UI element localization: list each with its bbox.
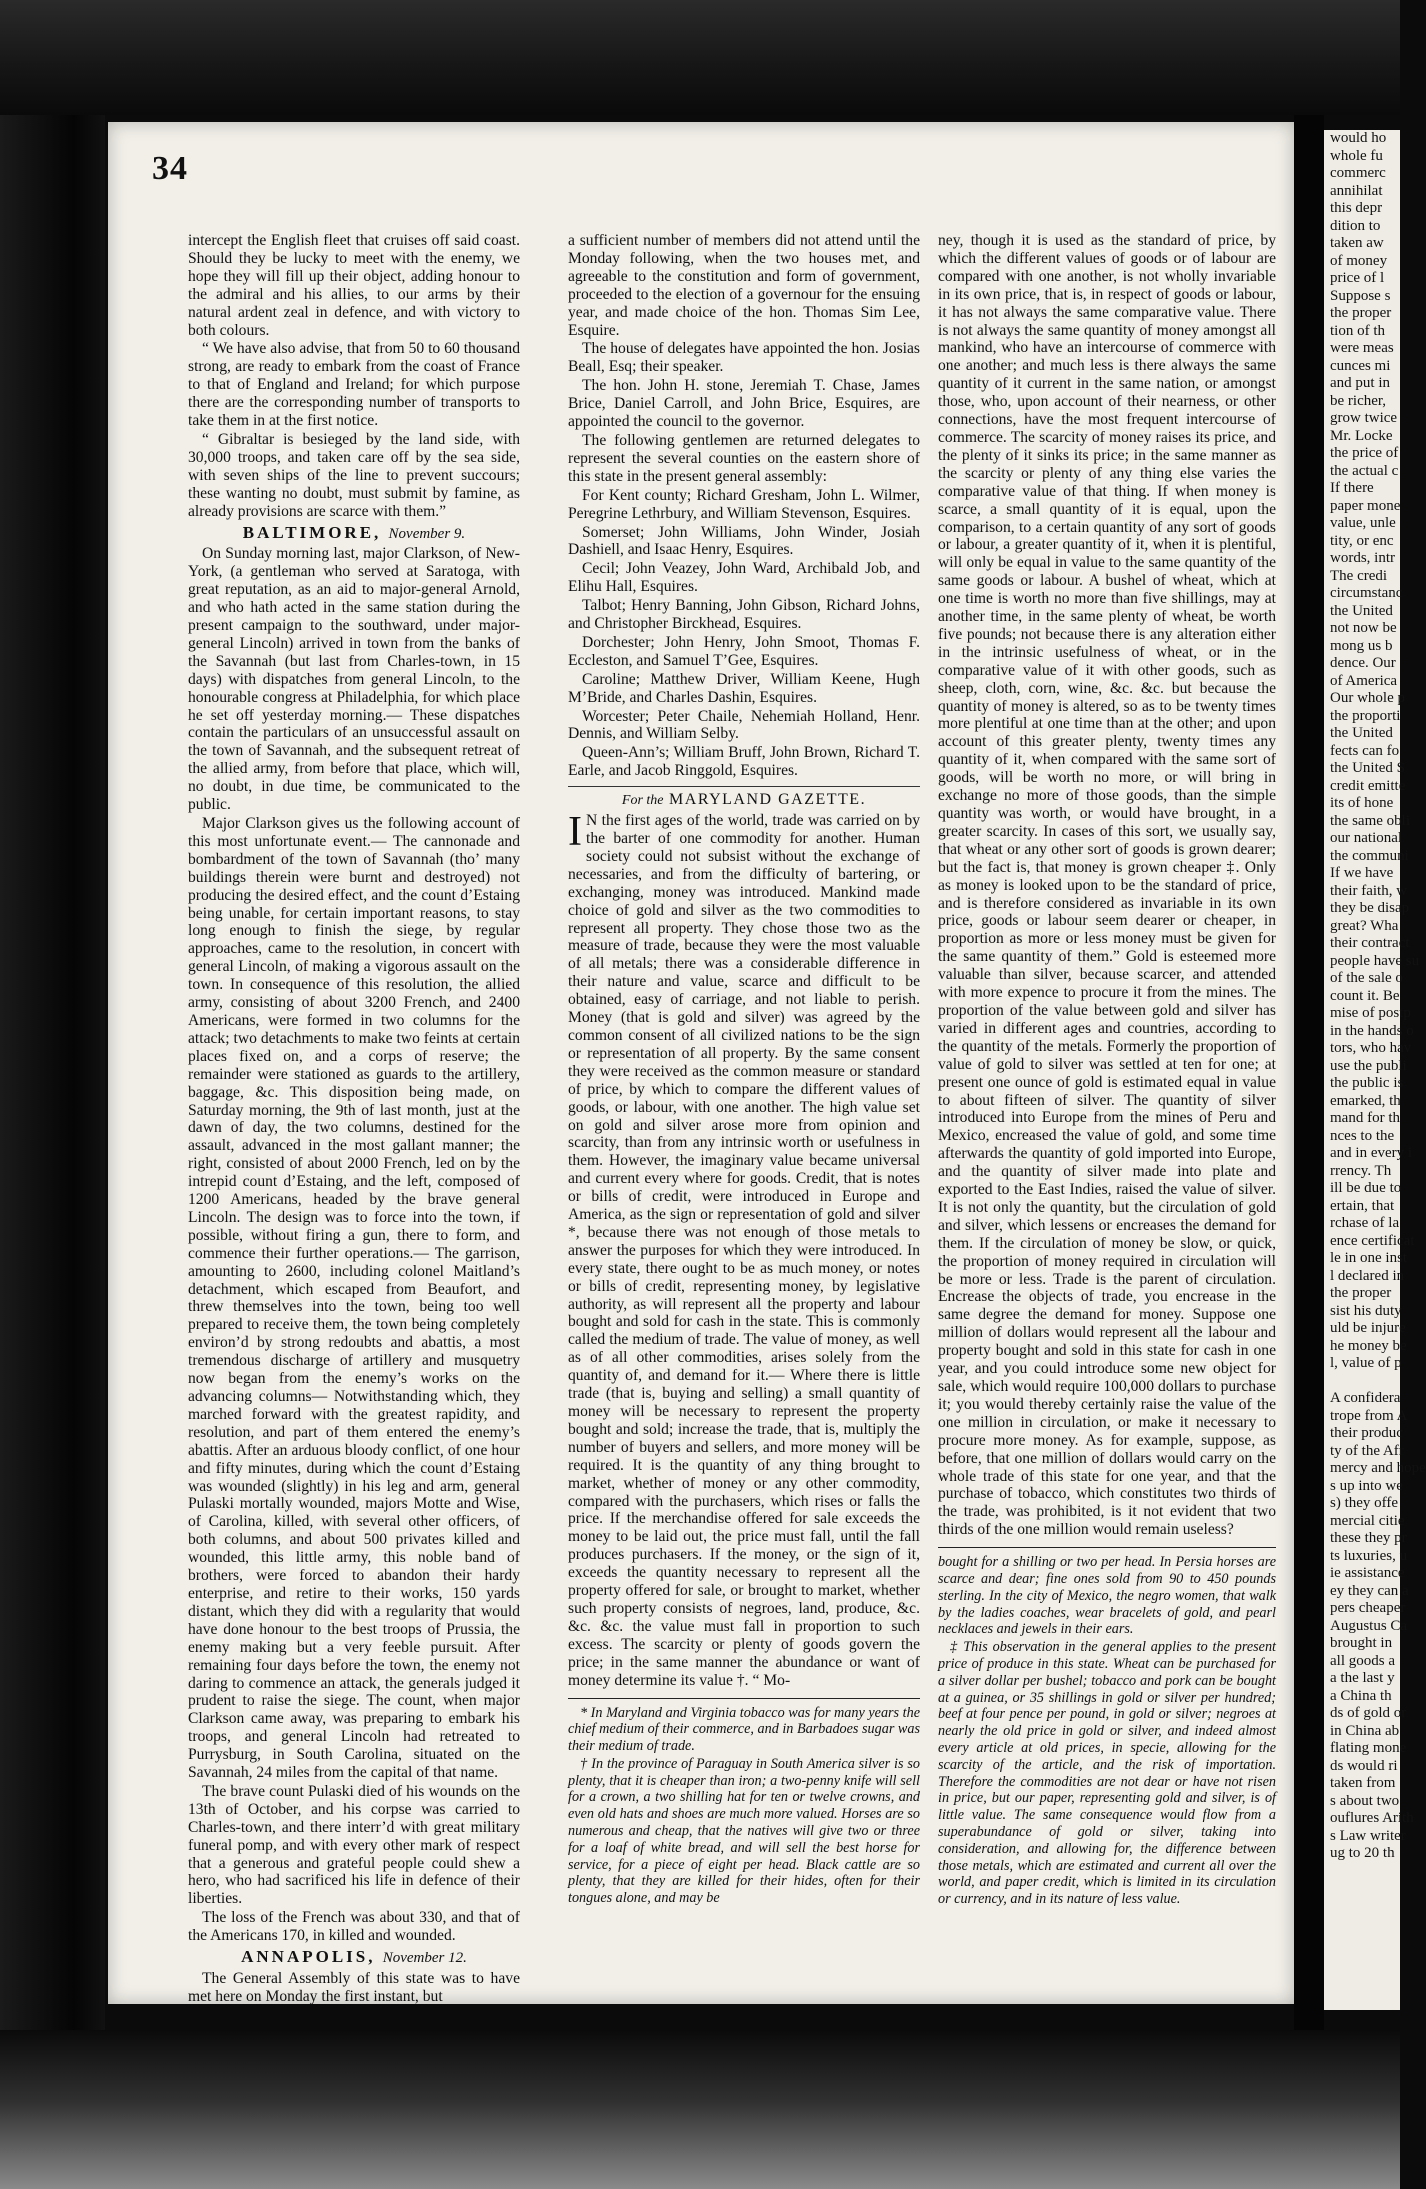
paragraph: ney, though it is used as the standard of price, by which the different values of goods or of labour are compared with one another, is not wholly invariable in its own price, that is, in respect of goods or labour, it has not always the same comparative value. There is not always the same quantity of money amongst all mankind, who have an intercourse of commerce with one another; and much less is there always the same quantity of it current in the same nation, or amongst those, who, upon account of their nearness, or other connections, have the most frequent intercourse of commerce. The scarcity of money raises its price, and the plenty of it sinks its price; in the same manner as the scarcity or plenty of any thing else varies the comparative value of that thing. If when money is scarce, a small quantity of it is equal, upon the comparison, to a certain quantity of any sort of goods or labour, a greater quantity of it, when it is plentiful, will only be equal in value to the same quantity of the same goods or labour. A bushel of wheat, which at one time is worth no more than five shillings, may at another time, in the same plenty of wheat, be worth five pounds; not because there is any alteration either in the intrinsic usefulness of wheat, or in the comparative value of it with other goods, such as sheep, cloth, corn, wine, &c. &c. but because the quantity of money is altered, so as to be twenty times more plentiful at one time than at the other; and upon account of this greater plenty, twenty times any quantity of it, when compared with the same sort of goods, will be worth no more, or will bring in exchange no more of those goods, than the simple quantity was worth, or would have brought, in a greater scarcity. In cases of this sort, we usually say, that wheat or any other sort of goods is grown dearer; but the fact is, that money is grown cheaper ‡. Only as money is looked upon to be the standard of price, and is therefore considered as invariable in its own price, goods or labour seem dearer or cheaper, in proportion as more or less money must be given for the same quantity of them.” Gold is esteemed more valuable than silver, because scarcer, and attended with more expence to procure it from the mines. The proportion of the value between gold and silver has varied in different ages and countries, according to the quantity of the metals. Formerly the proportion of value of gold to silver was settled at ten for one; at present one ounce of gold is estimated equal in value to about fifteen of silver. The quantity of silver introduced into Europe from the mines of Peru and Mexico, encreased the value of gold, and some time afterwards the quantity of gold imported into Europe, and the quantity of silver made into plate and exported to the East Indies, raised the value of silver. It is not only the quantity, but the circulation of gold and silver, which lessens or encreases the demand for them. If the circulation of money be slow, or quick, the proportion of money required in circulation will be more or less. Trade is the parent of circulation. Encrease the objects of trade, you encrease in the same degree the demand for money. Suppose one million of dollars would represent all the labour and property bought and sold in this state for cash in one year, and you could introduce some new object for sale, which would require 100,000 dollars to purchase it; you would thereby certainly raise the value of the one million in circulation, or make it necessary to procure more money. As for example, suppose, as before, that one million of dollars would carry on the whole trade of this state for one year, and that the purchase of tobacco, which constitutes two thirds of the trade, was prohibited, is it not evident that two thirds of the one million would remain useless?: [938, 232, 1276, 1539]
footnote: ‡ This observation in the general applies to the present price of produce in this state. Wheat can be purchased for a silver dollar per bushel; tobacco and pork can be bought at a guinea, or 35 shillings in gold or silver per hundred; beef at four pence per pound, in gold or silver; negroes at nearly the old price in gold or silver, and indeed almost every article at old prices, in specie, allowing for the scarcity of the article, and the risk of importation. Therefore the commodities are not dear or have not risen in price, but our paper, representing gold and silver, is of little value. The same consequence would flow from a superabundance of gold or silver, taking into consideration, and allowing for, the difference between those metals, which are estimated and current all over the world, and paper credit, which is limited in its circulation or currency, and in its nature of less value.: [938, 1639, 1276, 1908]
next-page-line: the price of: [1330, 445, 1399, 461]
next-page-line: its of hone: [1330, 795, 1394, 811]
column-2: [568, 232, 920, 1908]
next-page-line: le in one inst: [1330, 1250, 1408, 1266]
dateline-annapolis: [188, 1948, 520, 1968]
next-page-line: they be disap: [1330, 900, 1410, 916]
dateline-place: BALTIMORE,: [242, 522, 382, 542]
next-page-line: cunces mi: [1330, 357, 1391, 374]
book-gutter: [1294, 115, 1324, 2030]
footnote-rule: [938, 1547, 1276, 1548]
scan-border-bottom: [0, 2030, 1400, 2189]
footnote-rule: [568, 1698, 920, 1699]
column-3: [938, 232, 1276, 1909]
next-page-line: pers cheaper: [1330, 1600, 1406, 1616]
next-page-line: the communi: [1330, 847, 1409, 864]
paragraph: On Sunday morning last, major Clarkson, of New-York, (a gentleman who served at Saratoga, with great reputation, as an aid to major-general Arnold, and who hath acted in the same station during the present campaign to the southward, under major-general Lincoln) arrived in town from the banks of the Savannah (but last from Charles-town, in 15 days) with dispatches from general Lincoln, to the honourable congress at Philadelphia, for which place he set off yesterday morning.— These dispatches contain the particulars of an unsuccessful assault on the town of Savannah, and the subsequent retreat of the allied army, from before that place, which will, no doubt, in due time, be communicated to the public.: [188, 545, 520, 814]
dateline-date: November 12.: [382, 1950, 467, 1967]
next-page-line: use the publi: [1330, 1057, 1407, 1074]
next-page-line: be richer,: [1330, 392, 1387, 409]
next-page-line: the same obli: [1330, 812, 1410, 829]
paragraph: The hon. John H. stone, Jeremiah T. Chase, James Brice, Daniel Carroll, and John Brice, Esquires, are appointed the council to the governor.: [568, 377, 920, 431]
next-page-line: the proper: [1330, 1285, 1392, 1301]
next-page-line: ertain, that: [1330, 1197, 1395, 1214]
next-page-line: rchase of la: [1330, 1215, 1400, 1231]
essay-text: N the first ages of the world, trade was carried on by the barter of one commodity for another. Human society could not subsist without the exchange of necessaries, and from the difficulty of bartering, or exchanging, money was introduced. Mankind made choice of gold and silver as the two commodities to represent all property. They chose those two as the measure of trade, because they were the most valuable of all metals; there was a considerable difference in their nature and value, scarce and difficult to be obtained, easy of carriage, and not liable to perish. Money (that is gold and silver) was agreed by the common consent of all civilized nations to be the sign or representation of all property. By the same consent they were received as the common measure or standard of price, by which to compare the different values of goods, or labour, with one another. The high value set on gold and silver arose more from opinion and scarcity, than from any intrinsic worth or usefulness in them. However, the imaginary value became universal and current every where for goods. Credit, that is notes or bills of credit, were introduced in Europe and America, as the sign or representation of gold and silver *, because there was not enough of those metals to answer the purposes for which they were introduced. In every state, there ought to be as much money, or notes or bills of credit, representing money, by legislative authority, as will represent all the property and labour bought and sold for cash in the state. This is commonly called the medium of trade. The value of money, as well as of all other commodities, arises solely from the quantity of, and demand for it.— Where there is little trade (that is, buying and selling) a small quantity of money will be necessary to represent the property bought and sold; increase the trade, that is, multiply the number of buyers and sellers, and more money will be required. It is the quantity of any thing brought to market, whether of money or any other commodity, compared with the purchasers, which rises or falls the price. If the merchandise offered for sale exceeds the money to be laid out, the price must fall, until the fall produces purchasers. If the money, or the sign of it, exceeds the quantity necessary to represent all the property offered for sale, or brought to market, whether such property consists of negroes, land, produce, &c. &c. &c. the value must fall in proportion to such excess. The scarcity or plenty of goods govern the price; in the same manner the abundance or want of money determine its value †. “ Mo-: [568, 812, 920, 1689]
footnote: bought for a shilling or two per head. In Persia horses are scarce and dear; fine ones sold from 90 to 450 pounds sterling. In the city of Mexico, the negro women, that walk by the ladies coaches, wear bracelets of gold, and pearl necklaces and jewels in their ears.: [938, 1554, 1276, 1638]
paragraph: Cecil; John Veazey, John Ward, Archibald Job, and Elihu Hall, Esquires.: [568, 560, 920, 596]
next-page-line: the United S: [1330, 760, 1405, 776]
next-page-line: l declared in: [1330, 1267, 1405, 1284]
next-page-line: the United: [1330, 602, 1393, 619]
next-page-line: s) they offe: [1330, 1495, 1399, 1511]
next-page-line: their faith, w: [1330, 882, 1408, 899]
next-page-line: [1324, 1373, 1400, 1391]
paragraph: Dorchester; John Henry, John Smoot, Thomas F. Eccleston, and Samuel T’Gee, Esquires.: [568, 633, 920, 669]
dateline-date: November 9.: [388, 525, 466, 542]
essay-paragraph: [568, 809, 920, 1689]
next-page-line: tion of th: [1330, 322, 1385, 339]
next-page-line: brought in: [1330, 1635, 1393, 1651]
next-page-line: the proporti: [1330, 707, 1401, 724]
next-page-line: Augustus Ca: [1330, 1617, 1408, 1634]
paragraph: Talbot; Henry Banning, John Gibson, Richard Johns, and Christopher Birckhead, Esquires.: [568, 597, 920, 633]
paragraph: “ We have also advise, that from 50 to 60 thousand strong, are ready to embark from the coast of France to that of England and Ireland; for which purpose there are the corresponding number of transports to take them in at the first notice.: [188, 340, 520, 430]
next-page-line: rrency. Th: [1330, 1162, 1392, 1179]
scan-border-top: [0, 0, 1400, 115]
next-page-line: price of l: [1330, 270, 1385, 286]
next-page-line: ey they can a: [1330, 1582, 1409, 1599]
next-page-line: their produc: [1330, 1425, 1403, 1441]
next-page-line: flating mone: [1330, 1740, 1407, 1756]
newspaper-page: [108, 122, 1294, 2004]
next-page-line: would ho: [1330, 130, 1387, 146]
next-page-line: mercial citie: [1330, 1512, 1405, 1529]
footnotes: [938, 1554, 1276, 1908]
next-page-line: of the sale o: [1330, 970, 1403, 986]
next-page-line: grow twice: [1330, 410, 1398, 426]
next-page-line: our national: [1330, 830, 1403, 846]
next-page-line: in China ab: [1330, 1722, 1400, 1739]
next-page-line: not now be: [1330, 620, 1397, 636]
next-page-line: and in every i: [1330, 1145, 1413, 1161]
dateline-baltimore: [188, 524, 520, 544]
next-page-line: trope from A: [1330, 1407, 1408, 1424]
next-page-line: ds would ri: [1330, 1757, 1398, 1774]
next-page-line: uld be injure: [1330, 1320, 1406, 1336]
next-page-line: taken from: [1330, 1775, 1396, 1791]
next-page-line: people have su: [1330, 952, 1420, 969]
next-page-line: paper mone: [1330, 497, 1401, 514]
next-page-line: nces to the: [1330, 1127, 1395, 1144]
next-page-line: emarked, th: [1330, 1092, 1401, 1109]
next-page-line: If there: [1330, 480, 1374, 496]
next-page-line: s about two: [1330, 1792, 1400, 1809]
next-page-line: mercy and hope: [1330, 1460, 1426, 1476]
next-page-line: of money: [1330, 252, 1388, 269]
section-heading: [568, 786, 920, 810]
next-page-line: the proper: [1330, 305, 1392, 321]
next-page-line: the public is: [1330, 1075, 1404, 1091]
next-page-line: a China th: [1330, 1687, 1392, 1704]
dateline-place: ANNAPOLIS,: [241, 1947, 376, 1967]
next-page-line: s Law writer: [1330, 1827, 1406, 1844]
next-page-line: Mr. Locke: [1330, 427, 1393, 444]
paragraph: “ Gibraltar is besieged by the land side, with 30,000 troops, and taken care off by the sea side, with seven ships of the line to prevent succours; these wanting no doubt, must submit by famine, as already provisions are scarce with them.”: [188, 430, 520, 520]
next-page-line: Suppose s: [1330, 287, 1391, 304]
next-page-line: ie assistance: [1330, 1565, 1405, 1581]
next-page-line: ence certificat: [1330, 1232, 1415, 1249]
next-page-line: ouflures Arith: [1330, 1810, 1414, 1826]
next-page-line: ts luxuries, u: [1330, 1547, 1408, 1564]
next-page-line: count it. Be: [1330, 987, 1400, 1004]
next-page-edge: [1324, 130, 1426, 2010]
next-page-line: The credi: [1330, 567, 1388, 584]
paragraph: Caroline; Matthew Driver, William Keene, Hugh M’Bride, and Charles Dashin, Esquires.: [568, 670, 920, 706]
scan-border-left: [0, 115, 105, 2030]
paragraph: The following gentlemen are returned delegates to represent the several counties on the eastern shore of this state in the present general assembly:: [568, 431, 920, 485]
paragraph: a sufficient number of members did not attend until the Monday following, when the two houses met, and agreeable to the constitution and form of government, proceeded to the election of a governour for the ensuing year, and made choice of the hon. Thomas Sim Lee, Esquire.: [568, 232, 920, 339]
paragraph: Major Clarkson gives us the following account of this most unfortunate event.— The cannonade and bombardment of the town of Savannah (tho’ many buildings therein were burnt and destroyed) not producing the desired effect, and the count d’Estaing being unable, for certain important reasons, to stay long enough to finish the siege, by regular approaches, came to the resolution, in concert with general Lincoln, of making a vigorous assault on the town. In consequence of this resolution, the allied army, consisting of about 3200 French, and 2400 Americans, were formed in two columns for the attack; two detachments to make two feints at certain places fixed on, and a corps of reserve; the remainder were stationed as guards to the artillery, baggage, &c. This disposition being made, on Saturday morning, the 9th of last month, just at the dawn of day, the two columns, destined for the assault, advanced in the most gallant manner; the right, consisted of about 2000 French, led on by the intrepid count d’Estaing, and the left, composed of 1200 Americans, headed by the brave general Lincoln. The design was to force into the town, if possible, without firing a gun, there to form, and commence their further operations.— The garrison, amounting to 2600, including colonel Maitland’s detachment, which escaped from Beaufort, and threw themselves into the town, being too well prepared to receive them, the town being completely environ’d by strong redoubts and abattis, a most tremendous discharge of artillery and musquetry now began from the enemy’s works on the advancing columns— Notwithstanding which, they marched forward with the greatest rapidity, and resolution, and part of them entered the enemy’s abattis. After an arduous bloody conflict, of one hour and fifty minutes, during which the count d’Estaing was wounded (slightly) in his leg and arm, general Pulaski mortally wounded, majors Motte and Wise, of Carolina, killed, with several other officers, of both columns, and about 500 privates killed and wounded, this little army, this noble band of brothers, were forced to abandon their hardy enterprise, and retire to their works, 150 yards distant, which they did with a regularity that would have done honour to the best troops of Prussia, the enemy making but a very feeble pursuit. After remaining four days before the town, the enemy not daring to commence an attack, the generals judged it prudent to raise the siege. The count, when major Clarkson came away, was preparing to embark his troops, and general Lincoln had retreated to Purrysburg, in South Carolina, situated on the Savannah, 24 miles from the capital of that name.: [188, 815, 520, 1782]
next-page-line: great? Wha: [1330, 917, 1399, 934]
heading-prefix: For the: [621, 793, 664, 809]
footnotes: [568, 1705, 920, 1908]
next-page-line: a the last y: [1330, 1670, 1395, 1686]
next-page-line: circumstanc: [1330, 585, 1403, 601]
next-page-line: Our whole p: [1330, 690, 1405, 706]
next-page-line: If we have: [1330, 865, 1394, 881]
next-page-line: credit emitte: [1330, 777, 1406, 794]
next-page-line: l, value of p: [1330, 1355, 1402, 1371]
next-page-line: ty of the Afr: [1330, 1442, 1404, 1459]
next-page-line: annihilat: [1330, 182, 1383, 199]
next-page-line: were meas: [1330, 340, 1394, 356]
paragraph: The loss of the French was about 330, and that of the Americans 170, in killed and wounded.: [188, 1909, 520, 1945]
next-page-line: mand for th: [1330, 1110, 1400, 1126]
next-page-line: dence. Our: [1330, 655, 1396, 671]
next-page-line: this depr: [1330, 200, 1383, 216]
next-page-line: value, unle: [1330, 515, 1396, 531]
next-page-line: and put in: [1330, 375, 1390, 391]
paragraph: The General Assembly of this state was to have met here on Monday the first instant, but: [188, 1970, 520, 2005]
next-page-line: ill be due to: [1330, 1180, 1402, 1196]
next-page-line: mong us b: [1330, 637, 1393, 654]
next-page-line: the actual c: [1330, 462, 1399, 479]
next-page-line: of America: [1330, 672, 1398, 689]
paragraph: Worcester; Peter Chaile, Nehemiah Holland, Henr. Dennis, and William Selby.: [568, 707, 920, 743]
next-page-line: ds of gold or: [1330, 1705, 1407, 1721]
paragraph: Queen-Ann’s; William Bruff, John Brown, Richard T. Earle, and Jacob Ringgold, Esquires.: [568, 744, 920, 780]
next-page-line: dition to: [1330, 217, 1381, 234]
paragraph: The brave count Pulaski died of his wounds on the 13th of October, and his corpse was carried to Charles-town, and there interr’d with great military funeral pomp, and with every other mark of respect that a generous and grateful people could shew a hero, who had sacrificed his life in defence of their liberties.: [188, 1782, 520, 1908]
footnote: † In the province of Paraguay in South America silver is so plenty, that it is cheaper than iron; a two-penny knife will sell for a crown, a two shilling hat for ten or twelve crowns, and even old hats and shoes are much more valued. Horses are so numerous and cheap, that the natives will give two or three for a loaf of white bread, and will sell the best horse for service, for a piece of eight per head. Black cattle are so plenty, that they are killed for their hides, often for their tongues alone, and may be: [568, 1755, 920, 1907]
next-page-line: in the hands o: [1330, 1022, 1414, 1039]
next-page-line: all goods a: [1330, 1652, 1395, 1669]
next-page-line: these they pr: [1330, 1530, 1407, 1546]
next-page-line: tors, who hav: [1330, 1040, 1412, 1056]
next-page-line: he money be: [1330, 1337, 1407, 1354]
next-page-line: A confidera: [1330, 1390, 1401, 1406]
next-page-line: tity, or enc: [1330, 532, 1394, 549]
paragraph: Somerset; John Williams, John Winder, Josiah Dashiell, and Isaac Henry, Esquires.: [568, 523, 920, 559]
paragraph: The house of delegates have appointed the hon. Josias Beall, Esq; their speaker.: [568, 340, 920, 376]
paragraph: For Kent county; Richard Gresham, John L. Wilmer, Peregrine Lethrbury, and William Stevenson, Esquires.: [568, 486, 920, 522]
column-1: [188, 232, 520, 2007]
next-page-line: whole fu: [1330, 147, 1383, 164]
next-page-line: ug to 20 th: [1330, 1845, 1395, 1861]
next-page-line: mise of postp: [1330, 1005, 1411, 1021]
next-page-line: commerc: [1330, 165, 1386, 181]
drop-cap: I: [568, 809, 582, 856]
next-page-line: their contract: [1330, 935, 1410, 951]
next-page-line: words, intr: [1330, 550, 1395, 566]
next-page-line: taken aw: [1330, 235, 1384, 251]
paragraph: intercept the English fleet that cruises off said coast. Should they be lucky to meet with the enemy, we hope they will fill up their object, adding honour to the admiral and his allies, to our arms by their natural ardent zeal in defence, and with victory to both colours.: [188, 232, 520, 339]
footnote: * In Maryland and Virginia tobacco was for many years the chief medium of their commerce, and in Barbadoes sugar was their medium of trade.: [568, 1704, 920, 1755]
next-page-line: s up into we: [1330, 1477, 1403, 1494]
heading-title: MARYLAND GAZETTE.: [669, 791, 867, 809]
next-page-line: fects can fo: [1330, 742, 1400, 759]
next-page-line: the United: [1330, 725, 1393, 741]
next-page-line: sist his duty: [1330, 1302, 1402, 1319]
page-number: 34: [152, 150, 188, 187]
